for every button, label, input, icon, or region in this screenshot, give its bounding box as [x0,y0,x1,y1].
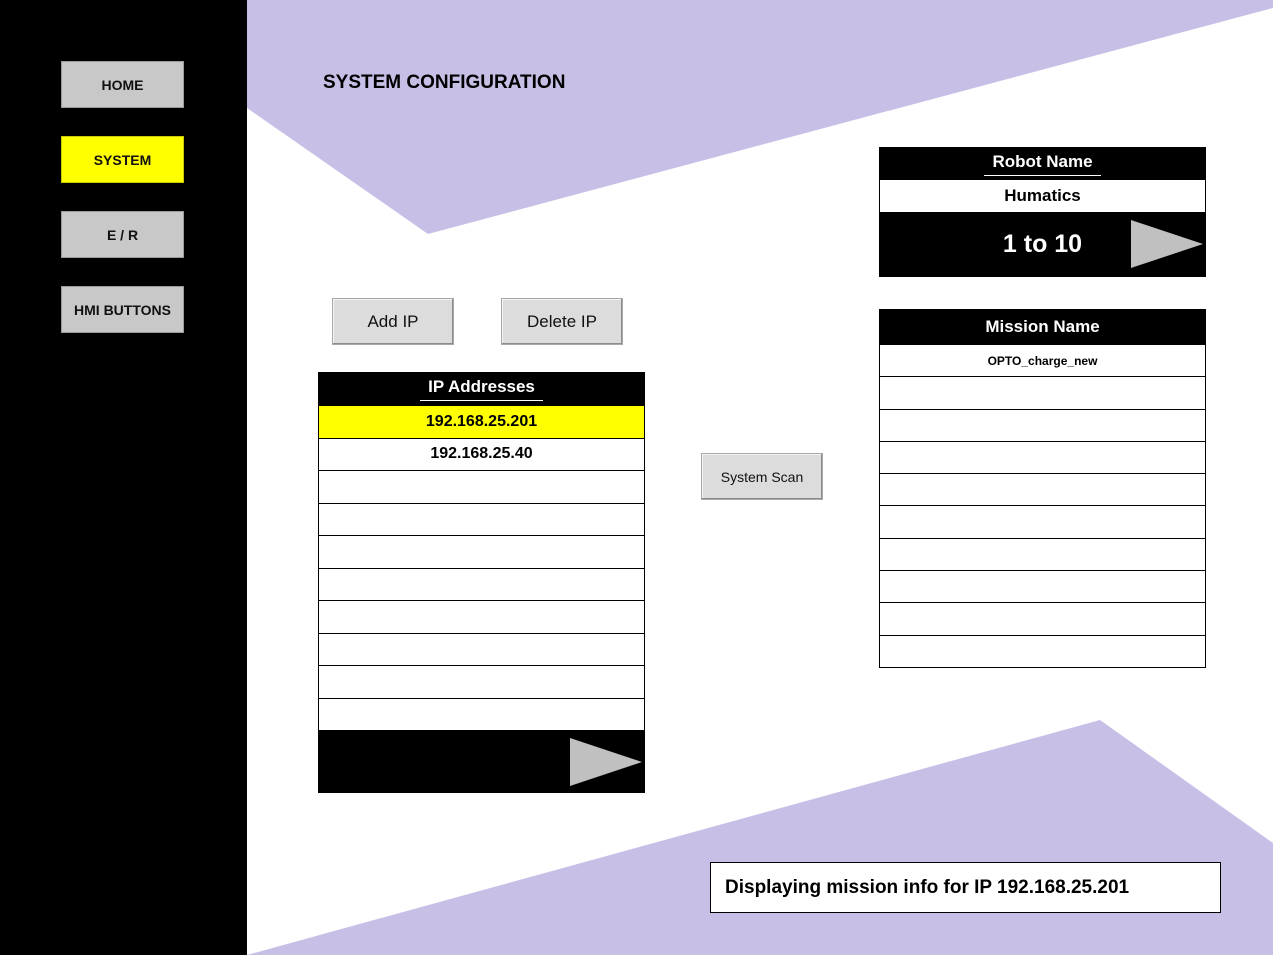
mission-table-row[interactable] [880,538,1205,570]
ip-table-row[interactable] [319,503,644,536]
ip-table-row[interactable] [319,568,644,601]
robot-range-label: 1 to 10 [1002,229,1083,258]
ip-table-header-label: IP Addresses [420,377,543,401]
mission-table-row[interactable] [880,409,1205,441]
mission-table-row[interactable] [880,570,1205,602]
robot-range-bar [880,212,1205,276]
mission-table-row[interactable] [880,602,1205,634]
ip-table-row[interactable]: 192.168.25.40 [319,438,644,471]
mission-table-row[interactable] [880,635,1205,667]
robot-name-header-label: Robot Name [984,152,1100,176]
system-scan-button[interactable]: System Scan [701,453,823,500]
play-arrow-icon[interactable] [1131,220,1203,268]
add-ip-button[interactable]: Add IP [332,298,454,345]
robot-name-value[interactable]: Humatics [880,180,1205,212]
ip-table-row[interactable]: 192.168.25.201 [319,405,644,438]
page-title: SYSTEM CONFIGURATION [323,72,566,93]
robot-name-panel [879,147,1206,277]
mission-table-row[interactable]: OPTO_charge_new [880,344,1205,376]
mission-table-row[interactable] [880,505,1205,537]
mission-table-row[interactable] [880,376,1205,408]
play-arrow-icon[interactable] [570,738,642,786]
ip-table-row[interactable] [319,698,644,731]
ip-address-table [318,372,645,793]
nav-hmi-buttons-button[interactable]: HMI BUTTONS [61,286,184,333]
ip-table-row[interactable] [319,633,644,666]
delete-ip-button[interactable]: Delete IP [501,298,623,345]
mission-table-row[interactable] [880,441,1205,473]
sidebar [0,0,247,955]
nav-home-button[interactable]: HOME [61,61,184,108]
status-message: Displaying mission info for IP 192.168.25.201 [710,862,1221,913]
ip-table-footer [319,730,644,793]
mission-name-table [879,309,1206,668]
nav-er-button[interactable]: E / R [61,211,184,258]
robot-name-header [880,148,1205,180]
mission-table-header-label: Mission Name [985,317,1100,336]
ip-table-row[interactable] [319,535,644,568]
nav-system-button[interactable]: SYSTEM [61,136,184,183]
ip-table-row[interactable] [319,470,644,503]
ip-table-row[interactable] [319,600,644,633]
ip-table-header [319,373,644,405]
mission-table-row[interactable] [880,473,1205,505]
ip-table-row[interactable] [319,665,644,698]
mission-table-header [880,310,1205,344]
